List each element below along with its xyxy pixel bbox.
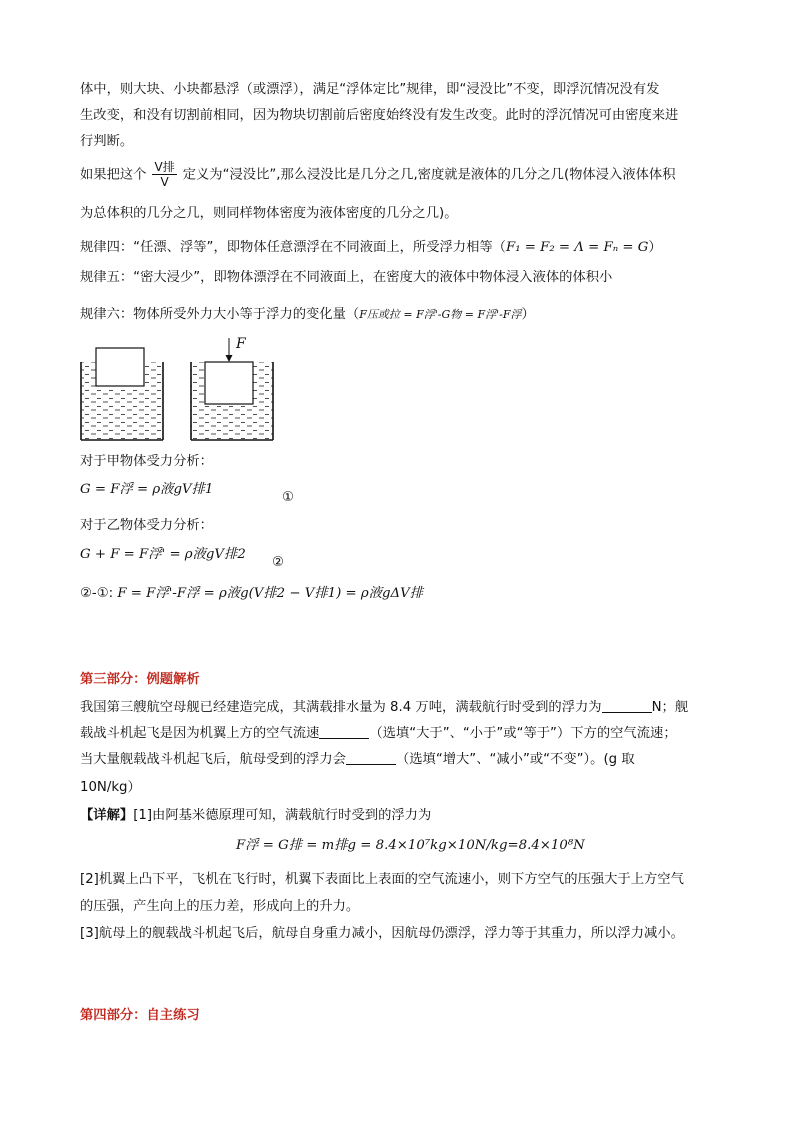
question-line-1 bbox=[80, 698, 688, 718]
difference-formula: F = F浮'-F浮 = ρ液g(V排2 − V排1) = ρ液gΔV排 bbox=[117, 586, 424, 601]
intro-line-3: 行判断。 bbox=[80, 134, 134, 149]
detail-line-1 bbox=[80, 806, 431, 826]
answer-blank-1 bbox=[602, 699, 652, 713]
detail-line-3: [3]航母上的舰载战斗机起飞后，航母自身重力减小，因航母仍漂浮，浮力等于其重力，所以浮力减小。 bbox=[80, 926, 684, 941]
rule4-text: 规律四：“任漂、浮等”，即物体任意漂浮在不同液面上，所受浮力相等（ bbox=[80, 240, 506, 255]
equation-mark-2: ② bbox=[272, 555, 284, 570]
rule6-formula: F压或拉 = F浮'-G物 = F浮'-F浮 bbox=[359, 308, 522, 321]
part4-heading: 第四部分：自主练习 bbox=[80, 1008, 200, 1023]
difference-line bbox=[80, 584, 423, 604]
yi-formula: G + F = F浮' = ρ液gV排2 bbox=[80, 547, 246, 562]
question-text-2: 载战斗机起飞是因为机翼上方的空气流速 bbox=[80, 726, 320, 741]
answer-blank-2 bbox=[319, 725, 369, 739]
detail-line-2b: 的压强，产生向上的压力差，形成向上的升力。 bbox=[80, 899, 360, 914]
block-jia bbox=[96, 348, 144, 386]
question-line-4: 10N/kg） bbox=[80, 780, 141, 795]
block-yi bbox=[205, 362, 253, 404]
container-yi bbox=[191, 338, 273, 440]
intro-line-1: 体中，则大块、小块都悬浮（或漂浮），满足“浮体定比”规律，即“浸没比”不变，即浮沉情况没有发 bbox=[80, 82, 660, 97]
intro-line-2: 生改变，和没有切割前相同，因为物块切割前后密度始终没有发生改变。此时的浮沉情况可由密度来进 bbox=[80, 108, 679, 123]
rule4-formula: F₁ = F₂ = Λ = Fₙ = G bbox=[505, 240, 649, 255]
detail-label: 【详解】 bbox=[80, 808, 134, 823]
yi-title: 对于乙物体受力分析： bbox=[80, 518, 213, 533]
rule-5: 规律五：“密大浸少”，即物体漂浮在不同液面上，在密度大的液体中物体浸入液体的体积小 bbox=[80, 270, 613, 285]
question-tail-1: N；舰 bbox=[651, 700, 689, 715]
question-line-2 bbox=[80, 724, 677, 744]
submerge-ratio-fraction bbox=[152, 160, 176, 189]
rule6-text: 规律六：物体所受外力大小等于浮力的变化量（ bbox=[80, 307, 360, 322]
intro-line-5: 为总体积的几分之几，则同样物体密度为液体密度的几分之几)。 bbox=[80, 206, 458, 221]
answer-blank-3 bbox=[346, 751, 396, 765]
detail-formula: F浮 = G排 = m排g = 8.4×10⁷kg×10N/kg=8.4×10⁸N bbox=[236, 838, 585, 853]
equation-mark-1: ① bbox=[282, 490, 294, 505]
question-text-3: 当大量舰载战斗机起飞后，航母受到的浮力会 bbox=[80, 752, 346, 767]
rule4-close: ） bbox=[648, 240, 662, 255]
rule-4 bbox=[80, 238, 662, 258]
jia-title: 对于甲物体受力分析： bbox=[80, 454, 213, 469]
detail-text-1: [1]由阿基米德原理可知，满载航行时受到的浮力为 bbox=[133, 808, 432, 823]
question-tail-3: （选填“增大”、“减小”或“不变”）。(g 取 bbox=[395, 752, 635, 767]
difference-label: ②-①: bbox=[80, 586, 114, 601]
force-label: F bbox=[236, 336, 246, 352]
container-jia bbox=[81, 348, 163, 440]
question-tail-2: （选填“大于”、“小于”或“等于”）下方的空气流速； bbox=[369, 726, 677, 741]
jia-formula: G = F浮 = ρ液gV排1 bbox=[80, 482, 214, 497]
rule-6 bbox=[80, 305, 535, 325]
intro-fraction-line bbox=[80, 160, 676, 191]
detail-line-2a: [2]机翼上凸下平，飞机在飞行时，机翼下表面比上表面的空气流速小，则下方空气的压强大于上方空气 bbox=[80, 872, 684, 887]
frac-pre-text: 如果把这个 bbox=[80, 167, 147, 183]
frac-denominator: V bbox=[160, 175, 169, 189]
rule6-close: ） bbox=[521, 307, 535, 322]
part3-heading: 第三部分：例题解析 bbox=[80, 672, 200, 687]
frac-post-text: 定义为“浸没比”,那么浸没比是几分之几,密度就是液体的几分之几(物体浸入液体体积 bbox=[182, 167, 676, 183]
question-text-1: 我国第三艘航空母舰已经建造完成，其满载排水量为 8.4 万吨，满载航行时受到的浮力为 bbox=[80, 700, 602, 715]
frac-numerator: V排 bbox=[154, 160, 175, 174]
question-line-3 bbox=[80, 750, 635, 770]
buoyancy-containers-figure bbox=[78, 334, 278, 444]
